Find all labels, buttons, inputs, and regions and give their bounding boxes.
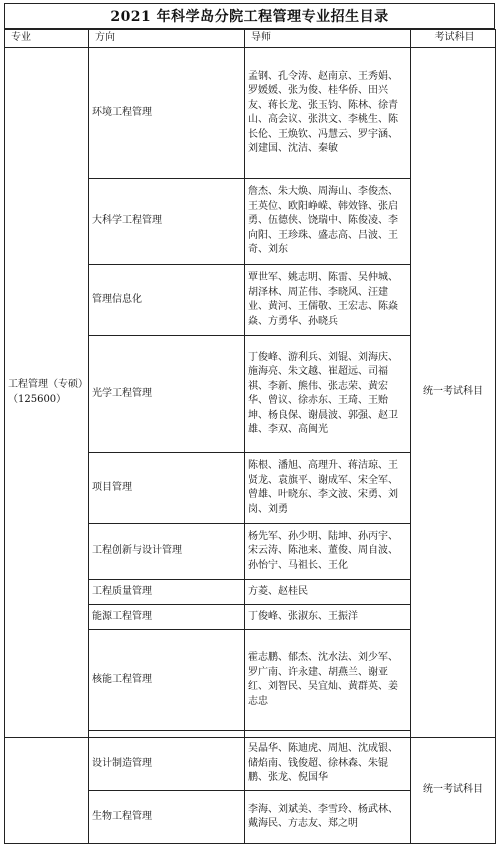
empty-direction-cell <box>89 731 245 738</box>
advisor-cell: 丁俊峰、张淑东、王振洋 <box>245 605 411 630</box>
advisor-cell: 丁俊峰、游利兵、刘锟、刘海庆、施海亮、朱文越、崔超远、司福祺、李新、熊伟、张志荣、黄宏华、曾议、徐赤东、王琦、王贻坤、杨良保、谢晨波、郭强、赵卫雄、李双、高闽光 <box>245 336 411 453</box>
direction-cell: 生物工程管理 <box>89 791 245 844</box>
empty-advisor-cell <box>245 731 411 738</box>
table-row <box>5 738 496 791</box>
exam-subject-cell: 统一考试科目 <box>411 48 496 738</box>
header-exam: 考试科目 <box>411 30 496 48</box>
admissions-table <box>4 29 496 844</box>
direction-cell: 核能工程管理 <box>89 630 245 731</box>
major-cell-continued <box>5 738 89 844</box>
header-advisor: 导师 <box>245 30 411 48</box>
major-cell: 工程管理（专硕）（125600） <box>5 48 89 738</box>
direction-cell: 工程创新与设计管理 <box>89 524 245 580</box>
header-major: 专业 <box>5 30 89 48</box>
table-row <box>5 48 496 179</box>
direction-cell: 工程质量管理 <box>89 580 245 605</box>
advisor-cell: 杨先军、孙少明、陆坤、孙丙宇、宋云涛、陈池来、董俊、周自波、孙怡宁、马祖长、王化 <box>245 524 411 580</box>
exam-subject-cell: 统一考试科目 <box>411 738 496 844</box>
table-header-row <box>5 30 496 48</box>
advisor-cell: 方菱、赵桂民 <box>245 580 411 605</box>
advisor-cell: 孟钢、孔令涛、赵南京、王秀娟、罗媛媛、张为俊、桂华侨、田兴友、蒋长龙、张玉钧、陈林、徐青山、高会议、张洪文、李桃生、陈长伦、王焕钦、冯慧云、罗宇涵、刘建国、沈洁、秦敏 <box>245 48 411 179</box>
header-direction: 方向 <box>89 30 245 48</box>
direction-cell: 管理信息化 <box>89 265 245 336</box>
advisor-cell: 陈根、潘旭、高理升、蒋洁琼、王贤龙、袁旗平、谢成军、宋全军、曾雄、叶晓东、李文波、宋勇、刘岗、刘勇 <box>245 453 411 524</box>
direction-cell: 设计制造管理 <box>89 738 245 791</box>
advisor-cell: 覃世军、姚志明、陈雷、吴仲城、胡泽林、周芷伟、李晓风、汪建业、黄河、王儒敬、王宏志、陈焱焱、方勇华、孙晓兵 <box>245 265 411 336</box>
advisor-cell: 詹杰、朱大焕、周海山、李俊杰、王英位、欧阳峥嵘、韩效锋、张启勇、伍德侠、饶瑞中、陈俊凌、李向阳、王珍珠、盛志高、吕波、王奇、刘东 <box>245 179 411 265</box>
direction-cell: 项目管理 <box>89 453 245 524</box>
direction-cell: 环境工程管理 <box>89 48 245 179</box>
document-title: 2021 年科学岛分院工程管理专业招生目录 <box>4 3 495 29</box>
direction-cell: 光学工程管理 <box>89 336 245 453</box>
advisor-cell: 李海、刘斌美、李雪玲、杨武林、戴海民、方志友、郑之明 <box>245 791 411 844</box>
direction-cell: 能源工程管理 <box>89 605 245 630</box>
document-page <box>4 3 495 841</box>
advisor-cell: 霍志鹏、郁杰、沈水法、刘少军、罗广南、许永建、胡燕兰、谢亚红、刘智民、吴宜灿、黄群英、姜志忠 <box>245 630 411 731</box>
direction-cell: 大科学工程管理 <box>89 179 245 265</box>
advisor-cell: 吴晶华、陈迪虎、周旭、沈成银、储焰南、钱俊超、徐林森、朱锟鹏、张龙、倪国华 <box>245 738 411 791</box>
